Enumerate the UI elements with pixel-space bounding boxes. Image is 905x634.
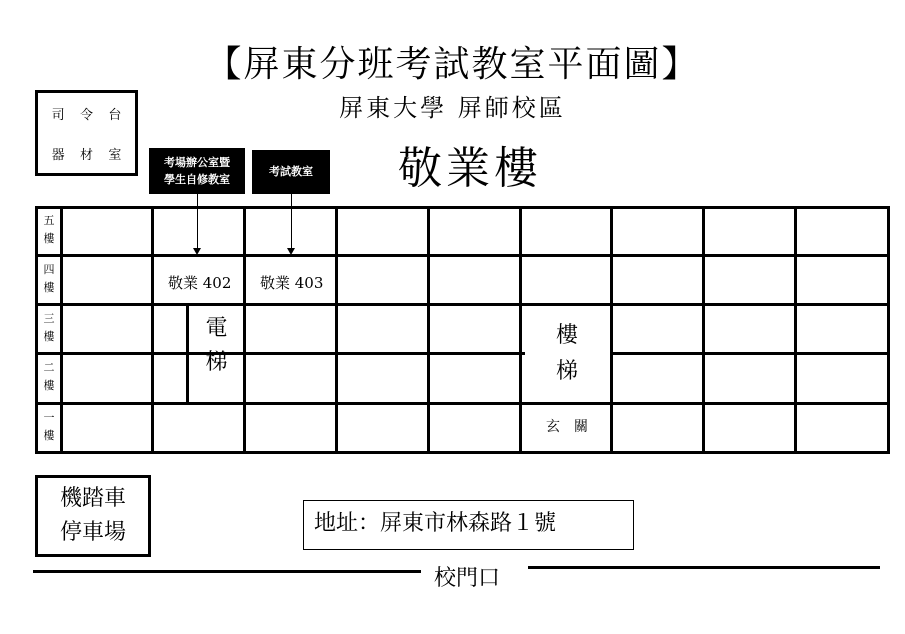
road-line-left: [33, 570, 421, 573]
floor-suffix: 樓: [43, 232, 55, 245]
floor-number: 二: [43, 361, 55, 374]
floor-divider: [35, 352, 525, 355]
elevator-char: 電: [205, 316, 228, 341]
elevator-char: 梯: [205, 350, 228, 375]
school-gate: 校門口: [434, 566, 501, 591]
scooter-parking-line1: 機踏車: [59, 486, 126, 511]
office-tag-line1: 考場辦公室暨: [164, 156, 230, 169]
facility-char: 令: [79, 107, 93, 123]
floor-label-1: [36, 409, 62, 445]
column-divider: [794, 206, 797, 454]
floor-label-5: [36, 212, 62, 248]
column-divider: [427, 206, 430, 454]
floor-label-4: [36, 261, 62, 297]
facility-char: 器: [51, 147, 65, 163]
facility-row-command-stage: [38, 93, 135, 133]
facility-row-equipment-room: [38, 133, 135, 173]
office-tag: [149, 148, 245, 194]
campus-name: 屏東大學 屏師校區: [339, 94, 566, 122]
floor-number: 五: [43, 214, 55, 227]
floor-number: 一: [43, 411, 55, 424]
room-403: 敬業 403: [260, 274, 324, 292]
facility-char: 台: [108, 107, 122, 123]
room-402: 敬業 402: [168, 274, 232, 292]
floor-suffix: 樓: [43, 429, 55, 442]
road-line-right: [528, 566, 880, 569]
floor-label-3: [36, 310, 62, 346]
column-divider: [335, 206, 338, 454]
scooter-parking: [35, 475, 151, 557]
floor-number: 四: [43, 263, 55, 276]
facility-char: 司: [51, 107, 65, 123]
floor-divider: [35, 254, 890, 257]
floor-number: 三: [43, 312, 55, 325]
floor-suffix: 樓: [43, 281, 55, 294]
scooter-parking-line2: 停車場: [59, 520, 126, 545]
stairs: [522, 318, 612, 390]
office-tag-line2: 學生自修教室: [164, 173, 230, 186]
floor-divider: [35, 303, 890, 306]
elevator: [189, 312, 244, 380]
map-title: 【屏東分班考試教室平面圖】: [205, 44, 700, 85]
column-divider: [151, 206, 154, 454]
floor-suffix: 樓: [43, 379, 55, 392]
column-divider: [702, 206, 705, 454]
facility-char: 室: [108, 147, 122, 163]
floor-suffix: 樓: [43, 330, 55, 343]
floor-plan-grid: [35, 206, 890, 454]
facility-box: [35, 90, 138, 176]
floor-divider: [610, 352, 890, 355]
facility-char: 材: [79, 147, 93, 163]
entrance-hall: 玄 關: [546, 419, 588, 435]
stairs-char: 梯: [555, 359, 578, 384]
floor-divider: [35, 402, 890, 405]
exam-room-tag: 考試教室: [252, 150, 330, 194]
stairs-char: 樓: [555, 323, 578, 348]
address: 地址：屏東市林森路１號: [303, 500, 634, 550]
floor-label-2: [36, 359, 62, 395]
building-name: 敬業樓: [398, 143, 542, 194]
